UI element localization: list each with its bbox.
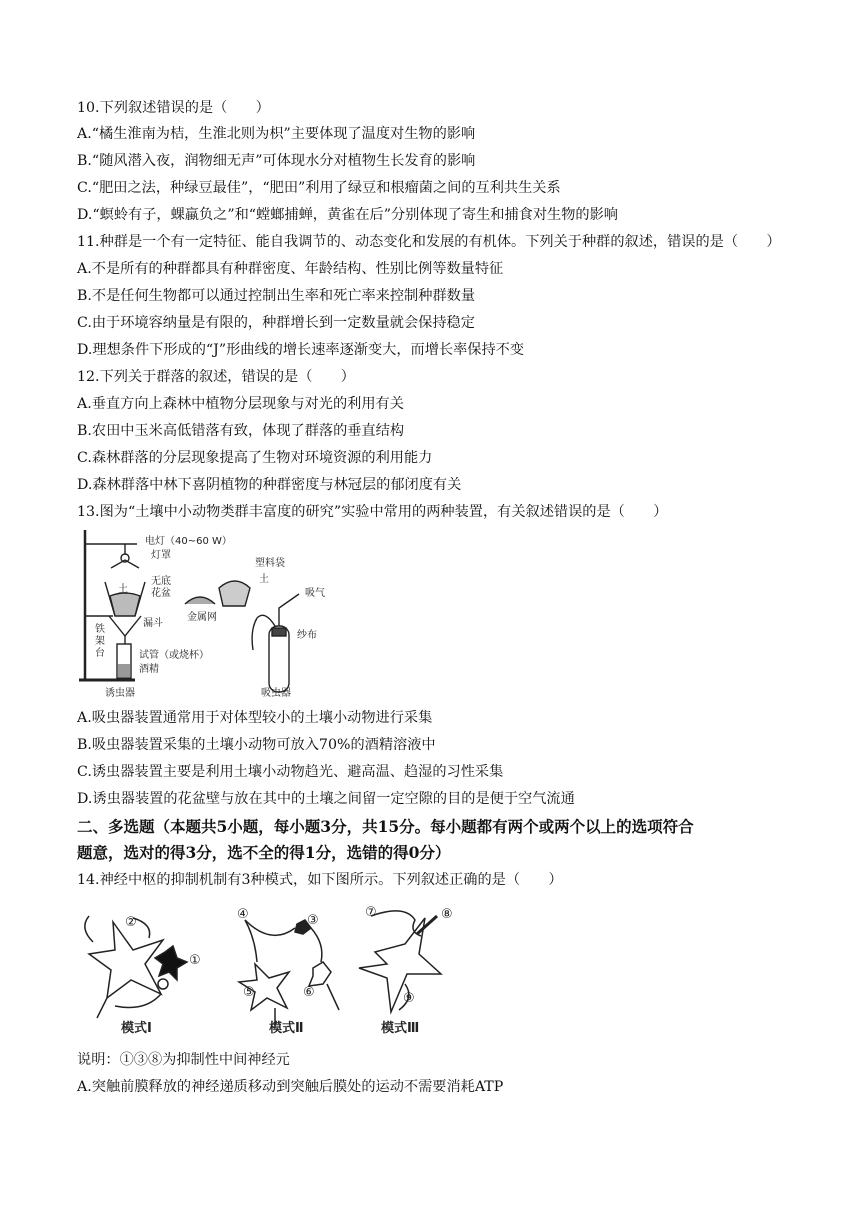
q11-stem: 11.种群是一个有一定特征、能自我调节的、动态变化和发展的有机体。下列关于种群的叙述，错误的是（ ） xyxy=(77,234,781,250)
neuron-1-label: ① xyxy=(189,953,201,968)
q14-option-a: A.突触前膜释放的神经递质移动到突触后膜处的运动不需要消耗ATP xyxy=(77,1079,504,1095)
neuron-5-label: ⑤ xyxy=(243,985,255,1000)
q12-option-b: B.农田中玉米高低错落有致，体现了群落的垂直结构 xyxy=(77,423,405,439)
section2-heading-line2: 题意，选对的得3分，选不全的得1分，选错的得0分） xyxy=(77,843,451,862)
q12-option-c: C.森林群落的分层现象提高了生物对环境资源的利用能力 xyxy=(77,450,433,466)
gauze-label: 纱布 xyxy=(297,630,317,641)
tube-label: 试管（或烧杯） xyxy=(139,650,209,661)
q13-option-a: A.吸虫器装置通常用于对体型较小的土壤小动物进行采集 xyxy=(77,710,433,726)
bag-label: 塑料袋 xyxy=(255,558,285,569)
q10-option-b: B.“随风潜入夜，润物细无声”可体现水分对植物生长发育的影响 xyxy=(77,153,476,169)
trap-caption: 诱虫器 xyxy=(105,688,135,699)
q10-stem: 10.下列叙述错误的是（ ） xyxy=(77,100,270,116)
stand-label-1: 铁 xyxy=(95,624,105,635)
mode1-caption: 模式Ⅰ xyxy=(121,1021,152,1036)
q11-option-a: A.不是所有的种群都具有种群密度、年龄结构、性别比例等数量特征 xyxy=(77,261,504,277)
q14-stem: 14.神经中枢的抑制机制有3种模式，如下图所示。下列叙述正确的是（ ） xyxy=(77,872,563,888)
q12-option-d: D.森林群落中林下喜阴植物的种群密度与林冠层的郁闭度有关 xyxy=(77,477,462,493)
q11-option-c: C.由于环境容纳量是有限的，种群增长到一定数量就会保持稳定 xyxy=(77,315,475,331)
q13-option-d: D.诱虫器装置的花盆壁与放在其中的土壤之间留一定空隙的目的是便于空气流通 xyxy=(77,791,575,807)
q11-option-b: B.不是任何生物都可以通过控制出生率和死亡率来控制种群数量 xyxy=(77,288,476,304)
mesh-label: 金属网 xyxy=(187,612,217,623)
neuron-6-label: ⑥ xyxy=(303,985,315,1000)
q10-option-d: D.“螟蛉有子，蜾蠃负之”和“螳螂捕蝉，黄雀在后”分别体现了寄生和捕食对生物的影响 xyxy=(77,207,618,223)
aspirator-caption: 吸虫器 xyxy=(261,688,291,699)
stand-label-3: 台 xyxy=(95,648,105,659)
mode2-caption: 模式Ⅱ xyxy=(269,1021,304,1036)
pot-label-2: 花盆 xyxy=(151,588,171,599)
shade-label: 灯罩 xyxy=(151,550,171,561)
neuron-3-label: ③ xyxy=(307,913,319,928)
inhale-label: 吸气 xyxy=(305,588,325,599)
bag-soil-label: 土 xyxy=(259,574,269,585)
q10-option-a: A.“橘生淮南为桔，生淮北则为枳”主要体现了温度对生物的影响 xyxy=(77,126,476,142)
q13-option-b: B.吸虫器装置采集的土壤小动物可放入70%的酒精溶液中 xyxy=(77,737,436,753)
q13-stem: 13.图为“土壤中小动物类群丰富度的研究”实验中常用的两种装置，有关叙述错误的是（ ） xyxy=(77,504,668,520)
section2-heading-line1: 二、多选题（本题共5小题，每小题3分，共15分。每小题都有两个或两个以上的选项符合 xyxy=(77,817,694,836)
neuron-7-label: ⑦ xyxy=(365,905,377,920)
neuron-4-label: ④ xyxy=(237,907,249,922)
q14-figure xyxy=(75,898,465,1038)
soil-label: 土 xyxy=(118,584,128,595)
q12-stem: 12.下列关于群落的叙述，错误的是（ ） xyxy=(77,369,355,385)
lamp-label: 电灯（40~60 W） xyxy=(145,536,232,547)
q14-note: 说明：①③⑧为抑制性中间神经元 xyxy=(77,1052,290,1068)
q12-option-a: A.垂直方向上森林中植物分层现象与对光的利用有关 xyxy=(77,396,404,412)
mode3-caption: 模式Ⅲ xyxy=(381,1021,420,1036)
alcohol-label: 酒精 xyxy=(139,664,159,675)
q10-option-c: C.“肥田之法，种绿豆最佳”，“肥田”利用了绿豆和根瘤菌之间的互利共生关系 xyxy=(77,180,561,196)
neuron-2-label: ② xyxy=(125,915,137,930)
neuron-8-label: ⑧ xyxy=(441,907,453,922)
neuron-9-label: ⑨ xyxy=(403,991,415,1006)
funnel-label: 漏斗 xyxy=(143,618,163,629)
pot-label-1: 无底 xyxy=(151,576,171,587)
q13-figure xyxy=(75,530,375,700)
q11-option-d: D.理想条件下形成的“J”形曲线的增长速率逐渐变大，而增长率保持不变 xyxy=(77,342,525,358)
stand-label-2: 架 xyxy=(95,636,105,647)
q13-option-c: C.诱虫器装置主要是利用土壤小动物趋光、避高温、趋湿的习性采集 xyxy=(77,764,504,780)
